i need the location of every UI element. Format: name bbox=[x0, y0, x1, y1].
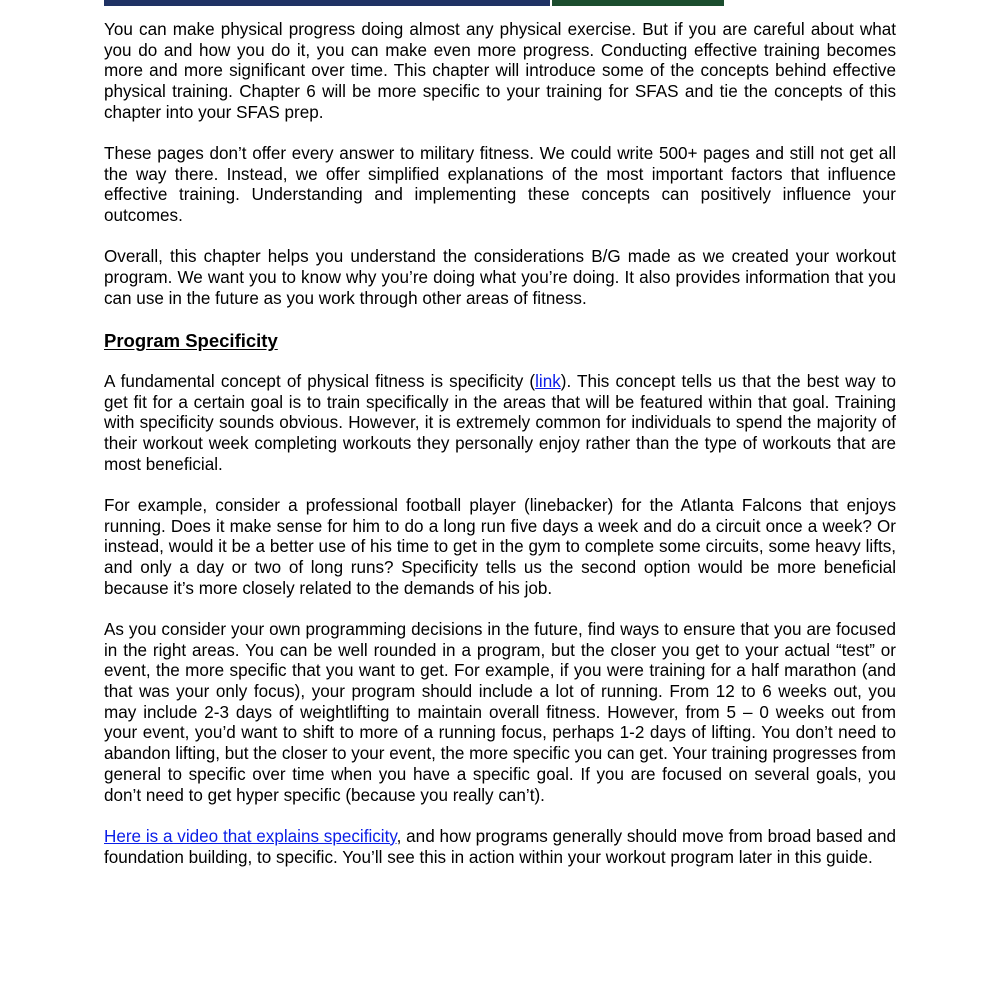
specificity-paragraph-1-text-before: A fundamental concept of physical fitness is specificity ( bbox=[104, 371, 536, 391]
specificity-video-link[interactable]: Here is a video that explains specificity bbox=[104, 826, 397, 846]
section-heading-program-specificity: Program Specificity bbox=[104, 329, 278, 351]
header-banner-green bbox=[552, 0, 724, 6]
page-content bbox=[104, 20, 896, 889]
specificity-paragraph-1 bbox=[104, 372, 896, 476]
specificity-paragraph-4 bbox=[104, 827, 896, 868]
header-banner-navy bbox=[104, 0, 550, 6]
specificity-link[interactable]: link bbox=[535, 371, 561, 391]
intro-paragraph-3: Overall, this chapter helps you understand the considerations B/G made as we created your workout program. We want you to know why you’re doing what you’re doing. It also provides information that you can use in the future as you work through other areas of fitness. bbox=[104, 247, 896, 308]
specificity-paragraph-3: As you consider your own programming decisions in the future, find ways to ensure that you are focused in the right areas. You can be well rounded in a program, but the closer you get to your actual “test” or event, the more specific that you want to get. For example, if you were training for a half marathon (and that was your only focus), your program should include a lot of running. From 12 to 6 weeks out, you may include 2-3 days of weightlifting to maintain overall fitness. However, from 5 – 0 weeks out from your event, you’d want to shift to more of a running focus, perhaps 1-2 days of lifting. You don’t need to abandon lifting, but the closer to your event, the more specific you can get. Your training progresses from general to specific over time when you have a specific goal. If you are focused on several goals, you don’t need to get hyper specific (because you really can’t). bbox=[104, 619, 896, 805]
specificity-paragraph-1-text-after: ). This concept tells us that the best way to get fit for a certain goal is to train specifically in the areas that will be featured within that goal. Training with specificity sounds obvious. However, it is extremely common for individuals to spend the majority of their workout week completing workouts they personally enjoy rather than the type of workouts that are most beneficial. bbox=[104, 371, 897, 474]
intro-paragraph-2: These pages don’t offer every answer to military fitness. We could write 500+ pages and still not get all the way there. Instead, we offer simplified explanations of the most important factors that influence effective training. Understanding and implementing these concepts can positively influence your outcomes. bbox=[104, 144, 896, 226]
specificity-paragraph-4-text-after: , and how programs generally should move from broad based and foundation building, to specific. You’ll see this in action within your workout program later in this guide. bbox=[104, 826, 896, 867]
specificity-paragraph-2: For example, consider a professional football player (linebacker) for the Atlanta Falcons that enjoys running. Does it make sense for him to do a long run five days a week and do a circuit once a week? Or instead, would it be a better use of his time to get in the gym to complete some circuits, some heavy lifts, and only a day or two of long runs? Specificity tells us the second option would be more beneficial because it’s more closely related to the demands of his job. bbox=[104, 495, 896, 598]
intro-paragraph-1: You can make physical progress doing almost any physical exercise. But if you are careful about what you do and how you do it, you can make even more progress. Conducting effective training becomes more and more significant over time. This chapter will introduce some of the concepts behind effective physical training. Chapter 6 will be more specific to your training for SFAS and tie the concepts of this chapter into your SFAS prep. bbox=[104, 20, 896, 122]
